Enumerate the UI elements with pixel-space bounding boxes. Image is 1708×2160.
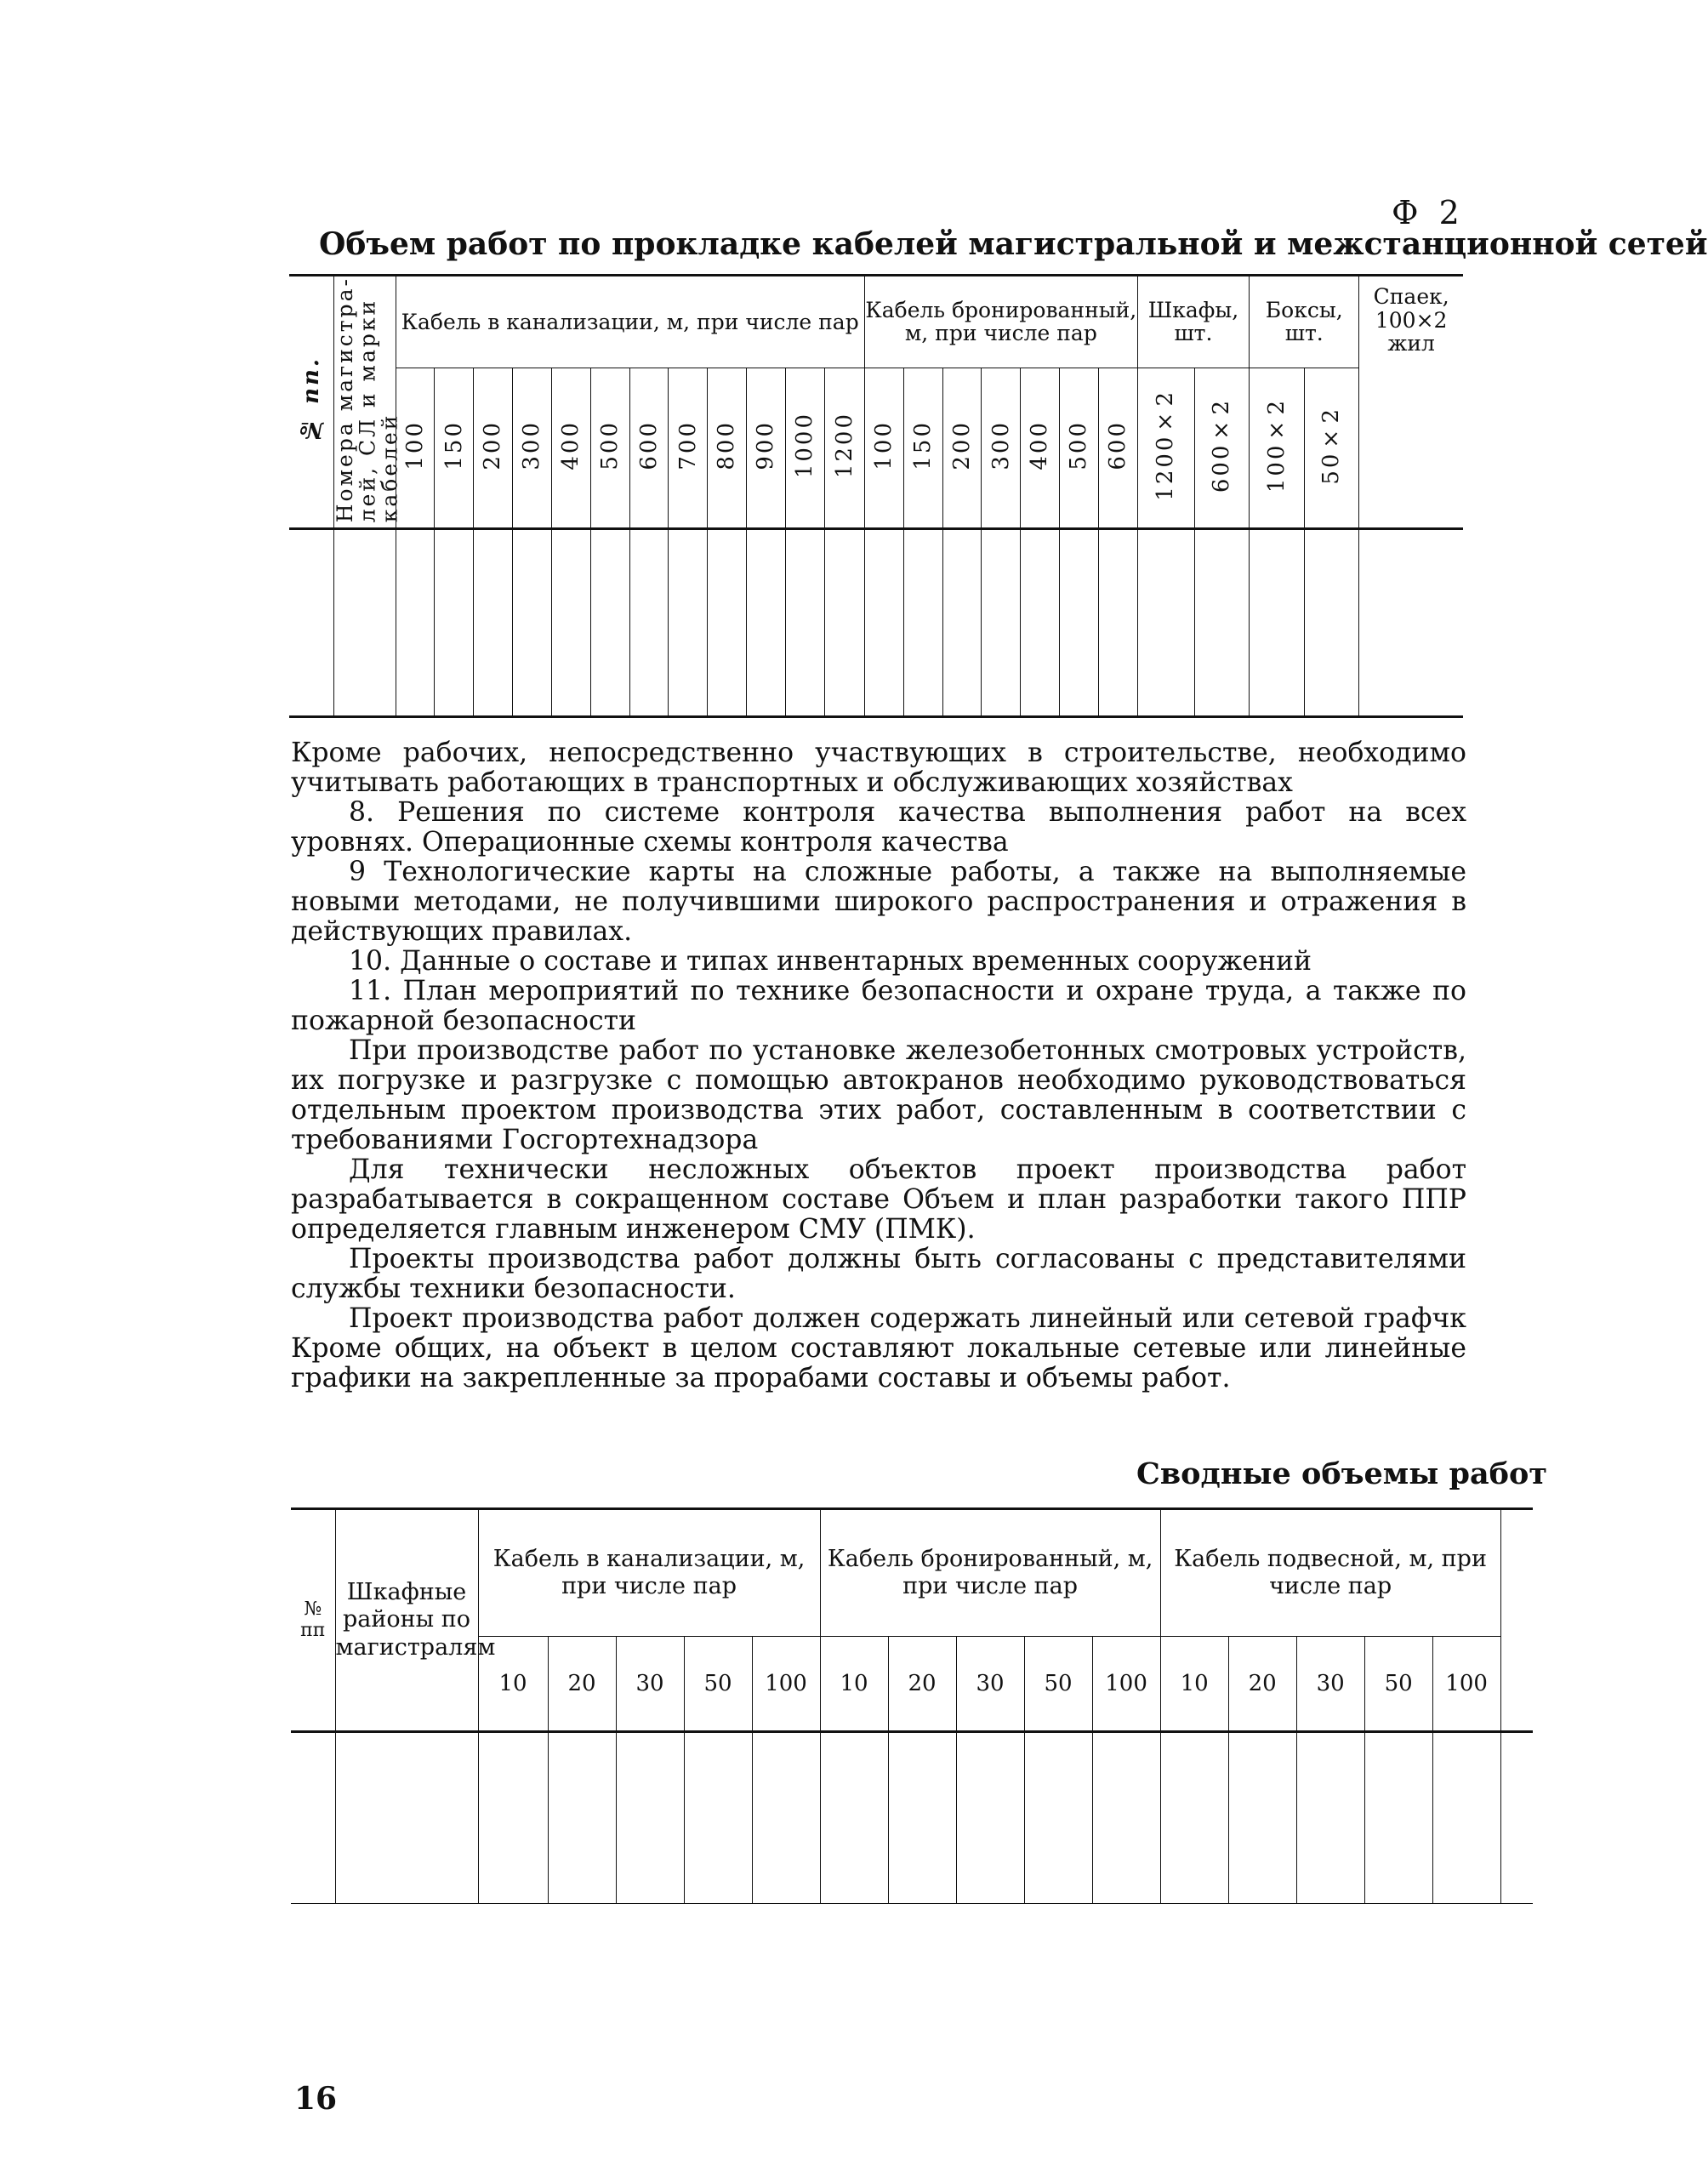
summary-volume-table <box>291 1507 1533 1904</box>
empty-cell <box>1024 1732 1092 1904</box>
empty-cell <box>291 1732 335 1904</box>
empty-cell <box>903 528 942 716</box>
empty-cell <box>629 528 669 716</box>
col-line-numbers: Номера магистра- лей, СЛ и марки кабелей <box>333 276 396 529</box>
page-number: 16 <box>294 2081 338 2117</box>
conduit-pairs-cell: 300 <box>513 368 552 528</box>
empty-cell <box>616 1732 684 1904</box>
empty-cell <box>1060 528 1099 716</box>
paragraph: 11. План мероприятий по технике безопасности и охране труда, а также по пожарной безопасности <box>291 976 1466 1036</box>
pairs-cell: 50 <box>684 1637 752 1732</box>
empty-cell <box>333 528 396 716</box>
group-cable-aerial: Кабель подвесной, м, при числе пар <box>1160 1509 1500 1637</box>
empty-cell <box>747 528 786 716</box>
empty-cell <box>942 528 982 716</box>
empty-cell <box>1160 1732 1228 1904</box>
empty-cell <box>785 528 824 716</box>
empty-cell <box>824 528 864 716</box>
empty-cell <box>1304 528 1359 716</box>
empty-cell <box>590 528 629 716</box>
empty-cell <box>1098 528 1137 716</box>
armored-pairs-cell: 200 <box>942 368 982 528</box>
col-number: № пп <box>291 1509 335 1732</box>
paragraph: Проекты производства работ должны быть согласованы с представителями службы техники безопасности. <box>291 1244 1466 1304</box>
group-cable-conduit: Кабель в канализации, м, при числе пар <box>478 1509 820 1637</box>
table1-title: Объем работ по прокладке кабелей магистральной и межстанционной сетей <box>319 226 1708 262</box>
conduit-pairs-cell: 400 <box>551 368 590 528</box>
col-number: № пп. <box>289 276 333 529</box>
empty-cell <box>548 1732 616 1904</box>
empty-cell <box>435 528 474 716</box>
body-text <box>291 738 1466 1393</box>
col-cabinet-areas: Шкафные районы по магистралям <box>335 1509 478 1732</box>
group-cable-armored: Кабель бронированный, м, при числе пар <box>820 1509 1160 1637</box>
cable-volume-table <box>289 274 1463 718</box>
armored-pairs-cell: 400 <box>1021 368 1060 528</box>
conduit-pairs-cell: 600 <box>629 368 669 528</box>
pairs-cell: 100 <box>752 1637 820 1732</box>
empty-cell <box>513 528 552 716</box>
armored-pairs-cell: 500 <box>1060 368 1099 528</box>
empty-cell <box>752 1732 820 1904</box>
conduit-pairs-cell: 700 <box>669 368 708 528</box>
empty-cell <box>1021 528 1060 716</box>
table-row <box>291 1732 1533 1904</box>
paragraph: 9 Технологические карты на сложные работы, а также на выполняемые новыми методами, не получившими широкого распространения и отражения в действующих правилах. <box>291 857 1466 947</box>
conduit-pairs-cell: 900 <box>747 368 786 528</box>
empty-cell <box>551 528 590 716</box>
pairs-cell: 20 <box>888 1637 956 1732</box>
conduit-pairs-cell: 100 <box>396 368 435 528</box>
group-cable-conduit: Кабель в канализации, м, при числе пар <box>396 276 864 368</box>
pairs-cell: 10 <box>1160 1637 1228 1732</box>
pairs-cell: 30 <box>1296 1637 1364 1732</box>
conduit-pairs-cell: 150 <box>435 368 474 528</box>
empty-cell <box>1500 1732 1533 1904</box>
table-row <box>289 528 1463 716</box>
paragraph: Кроме рабочих, непосредственно участвующих в строительстве, необходимо учитывать работающих в транспортных и обслуживающих хозяйствах <box>291 738 1466 798</box>
empty-cell <box>1296 1732 1364 1904</box>
paragraph: 10. Данные о составе и типах инвентарных временных сооружений <box>349 946 1312 977</box>
armored-pairs-cell: 150 <box>903 368 942 528</box>
empty-cell <box>669 528 708 716</box>
pairs-cell: 10 <box>820 1637 888 1732</box>
conduit-pairs-cell: 1000 <box>785 368 824 528</box>
empty-cell <box>478 1732 548 1904</box>
cabinet-type-cell: 1200×2 <box>1137 368 1194 528</box>
empty-cell <box>1092 1732 1160 1904</box>
empty-cell <box>289 528 333 716</box>
cabinet-type-cell: 600×2 <box>1194 368 1250 528</box>
empty-cell <box>1250 528 1305 716</box>
empty-cell <box>474 528 513 716</box>
pairs-cell: 100 <box>1092 1637 1160 1732</box>
paragraph: Проект производства работ должен содержать линейный или сетевой графчк Кроме общих, на объект в целом составляют локальные сетевые или линейные графики на закрепленные за прорабами составы и объемы работ. <box>291 1303 1466 1393</box>
paragraph: Для технически несложных объектов проект производства работ разрабатывается в сокращенном составе Объем и план разработки такого ППР определяется главным инженером СМУ (ПМК). <box>291 1154 1466 1245</box>
group-boxes: Боксы, шт. <box>1250 276 1359 368</box>
armored-pairs-cell: 300 <box>982 368 1021 528</box>
box-type-cell: 100×2 <box>1250 368 1305 528</box>
empty-cell <box>1228 1732 1296 1904</box>
group-cable-armored: Кабель бронированный, м, при числе пар <box>864 276 1137 368</box>
empty-cell <box>708 528 747 716</box>
conduit-pairs-cell: 500 <box>590 368 629 528</box>
group-cabinets: Шкафы, шт. <box>1137 276 1249 368</box>
empty-cell <box>1364 1732 1432 1904</box>
empty-cell <box>1432 1732 1500 1904</box>
form-code: Ф 2 <box>1392 194 1465 231</box>
empty-cell <box>1194 528 1250 716</box>
pairs-cell: 100 <box>1432 1637 1500 1732</box>
empty-cell <box>1137 528 1194 716</box>
paragraph: При производстве работ по установке железобетонных смотровых устройств, их погрузке и разгрузке с помощью автокранов необходимо руководствоваться отдельным проектом производства этих работ, составленным в соответствии с требованиями Госгортехнадзора <box>291 1035 1466 1155</box>
empty-cell <box>820 1732 888 1904</box>
empty-cell <box>1359 528 1463 716</box>
box-type-cell: 50×2 <box>1304 368 1359 528</box>
pairs-cell: 10 <box>478 1637 548 1732</box>
empty-cell <box>684 1732 752 1904</box>
group-splices: Спаек, 100×2 жил <box>1359 276 1463 529</box>
table2-title: Сводные объемы работ <box>1136 1456 1548 1491</box>
pairs-cell: 50 <box>1364 1637 1432 1732</box>
pairs-cell: 20 <box>1228 1637 1296 1732</box>
pairs-cell: 20 <box>548 1637 616 1732</box>
conduit-pairs-cell: 200 <box>474 368 513 528</box>
pairs-cell: 30 <box>616 1637 684 1732</box>
armored-pairs-cell: 100 <box>864 368 903 528</box>
armored-pairs-cell: 600 <box>1098 368 1137 528</box>
empty-cell <box>1500 1509 1533 1732</box>
empty-cell <box>396 528 435 716</box>
empty-cell <box>335 1732 478 1904</box>
empty-cell <box>888 1732 956 1904</box>
paragraph: 8. Решения по системе контроля качества выполнения работ на всех уровнях. Операционные схемы контроля качества <box>291 797 1466 858</box>
empty-cell <box>956 1732 1024 1904</box>
pairs-cell: 50 <box>1024 1637 1092 1732</box>
conduit-pairs-cell: 1200 <box>824 368 864 528</box>
empty-cell <box>864 528 903 716</box>
conduit-pairs-cell: 800 <box>708 368 747 528</box>
empty-cell <box>982 528 1021 716</box>
pairs-cell: 30 <box>956 1637 1024 1732</box>
